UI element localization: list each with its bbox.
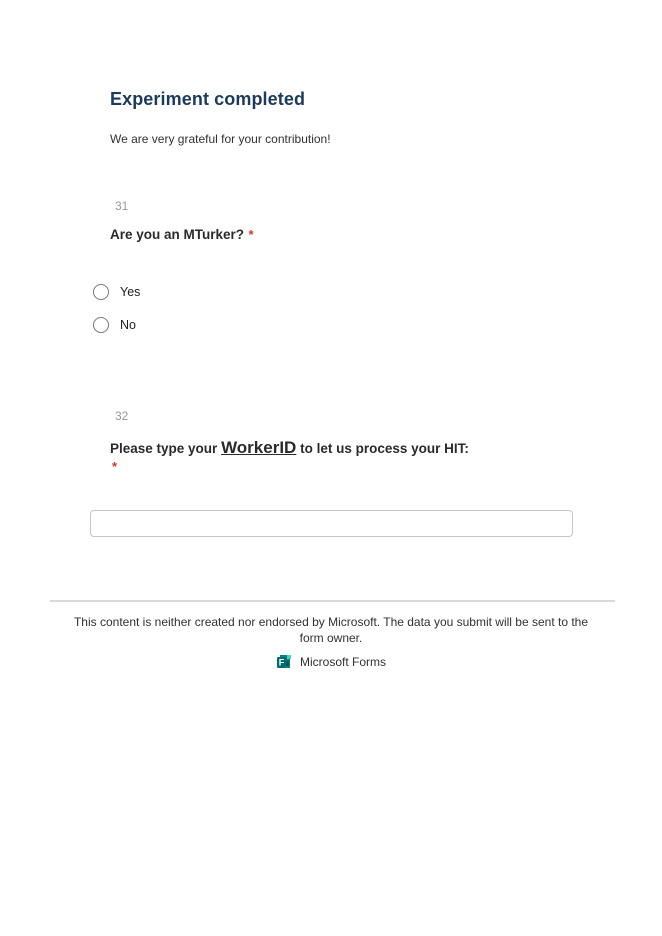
radio-option-no[interactable]	[93, 317, 136, 333]
radio-option-yes[interactable]	[93, 284, 140, 300]
footer-disclaimer: This content is neither created nor endorsed by Microsoft. The data you submit will be sent to the form owner.	[73, 615, 589, 645]
footer-brand	[0, 654, 662, 670]
question-32-number: 32	[115, 409, 129, 423]
radio-label-no[interactable]: No	[120, 318, 136, 332]
question-32-title	[110, 438, 590, 474]
page-subtitle: We are very grateful for your contribution!	[110, 132, 331, 146]
question-31-number: 31	[115, 199, 129, 213]
page-title: Experiment completed	[110, 89, 306, 109]
radio-circle-no-icon[interactable]	[93, 317, 109, 333]
workerid-input[interactable]	[90, 510, 573, 537]
svg-text:F: F	[278, 657, 285, 668]
footer-divider	[50, 600, 615, 602]
microsoft-forms-icon	[276, 654, 292, 670]
radio-circle-yes-icon[interactable]	[93, 284, 109, 300]
radio-label-yes[interactable]: Yes	[120, 285, 141, 299]
question-31-required-star: *	[248, 227, 254, 242]
microsoft-forms-label: Microsoft Forms	[299, 655, 386, 669]
question-32-title-prefix: Please type your	[110, 441, 222, 456]
question-31-title-text: Are you an MTurker?	[110, 227, 245, 242]
question-32-title-suffix: to let us process your HIT:	[296, 441, 469, 456]
question-32-required-star: *	[112, 459, 118, 474]
question-31-title	[110, 226, 254, 244]
question-32-title-emphasis: WorkerID	[221, 438, 297, 457]
